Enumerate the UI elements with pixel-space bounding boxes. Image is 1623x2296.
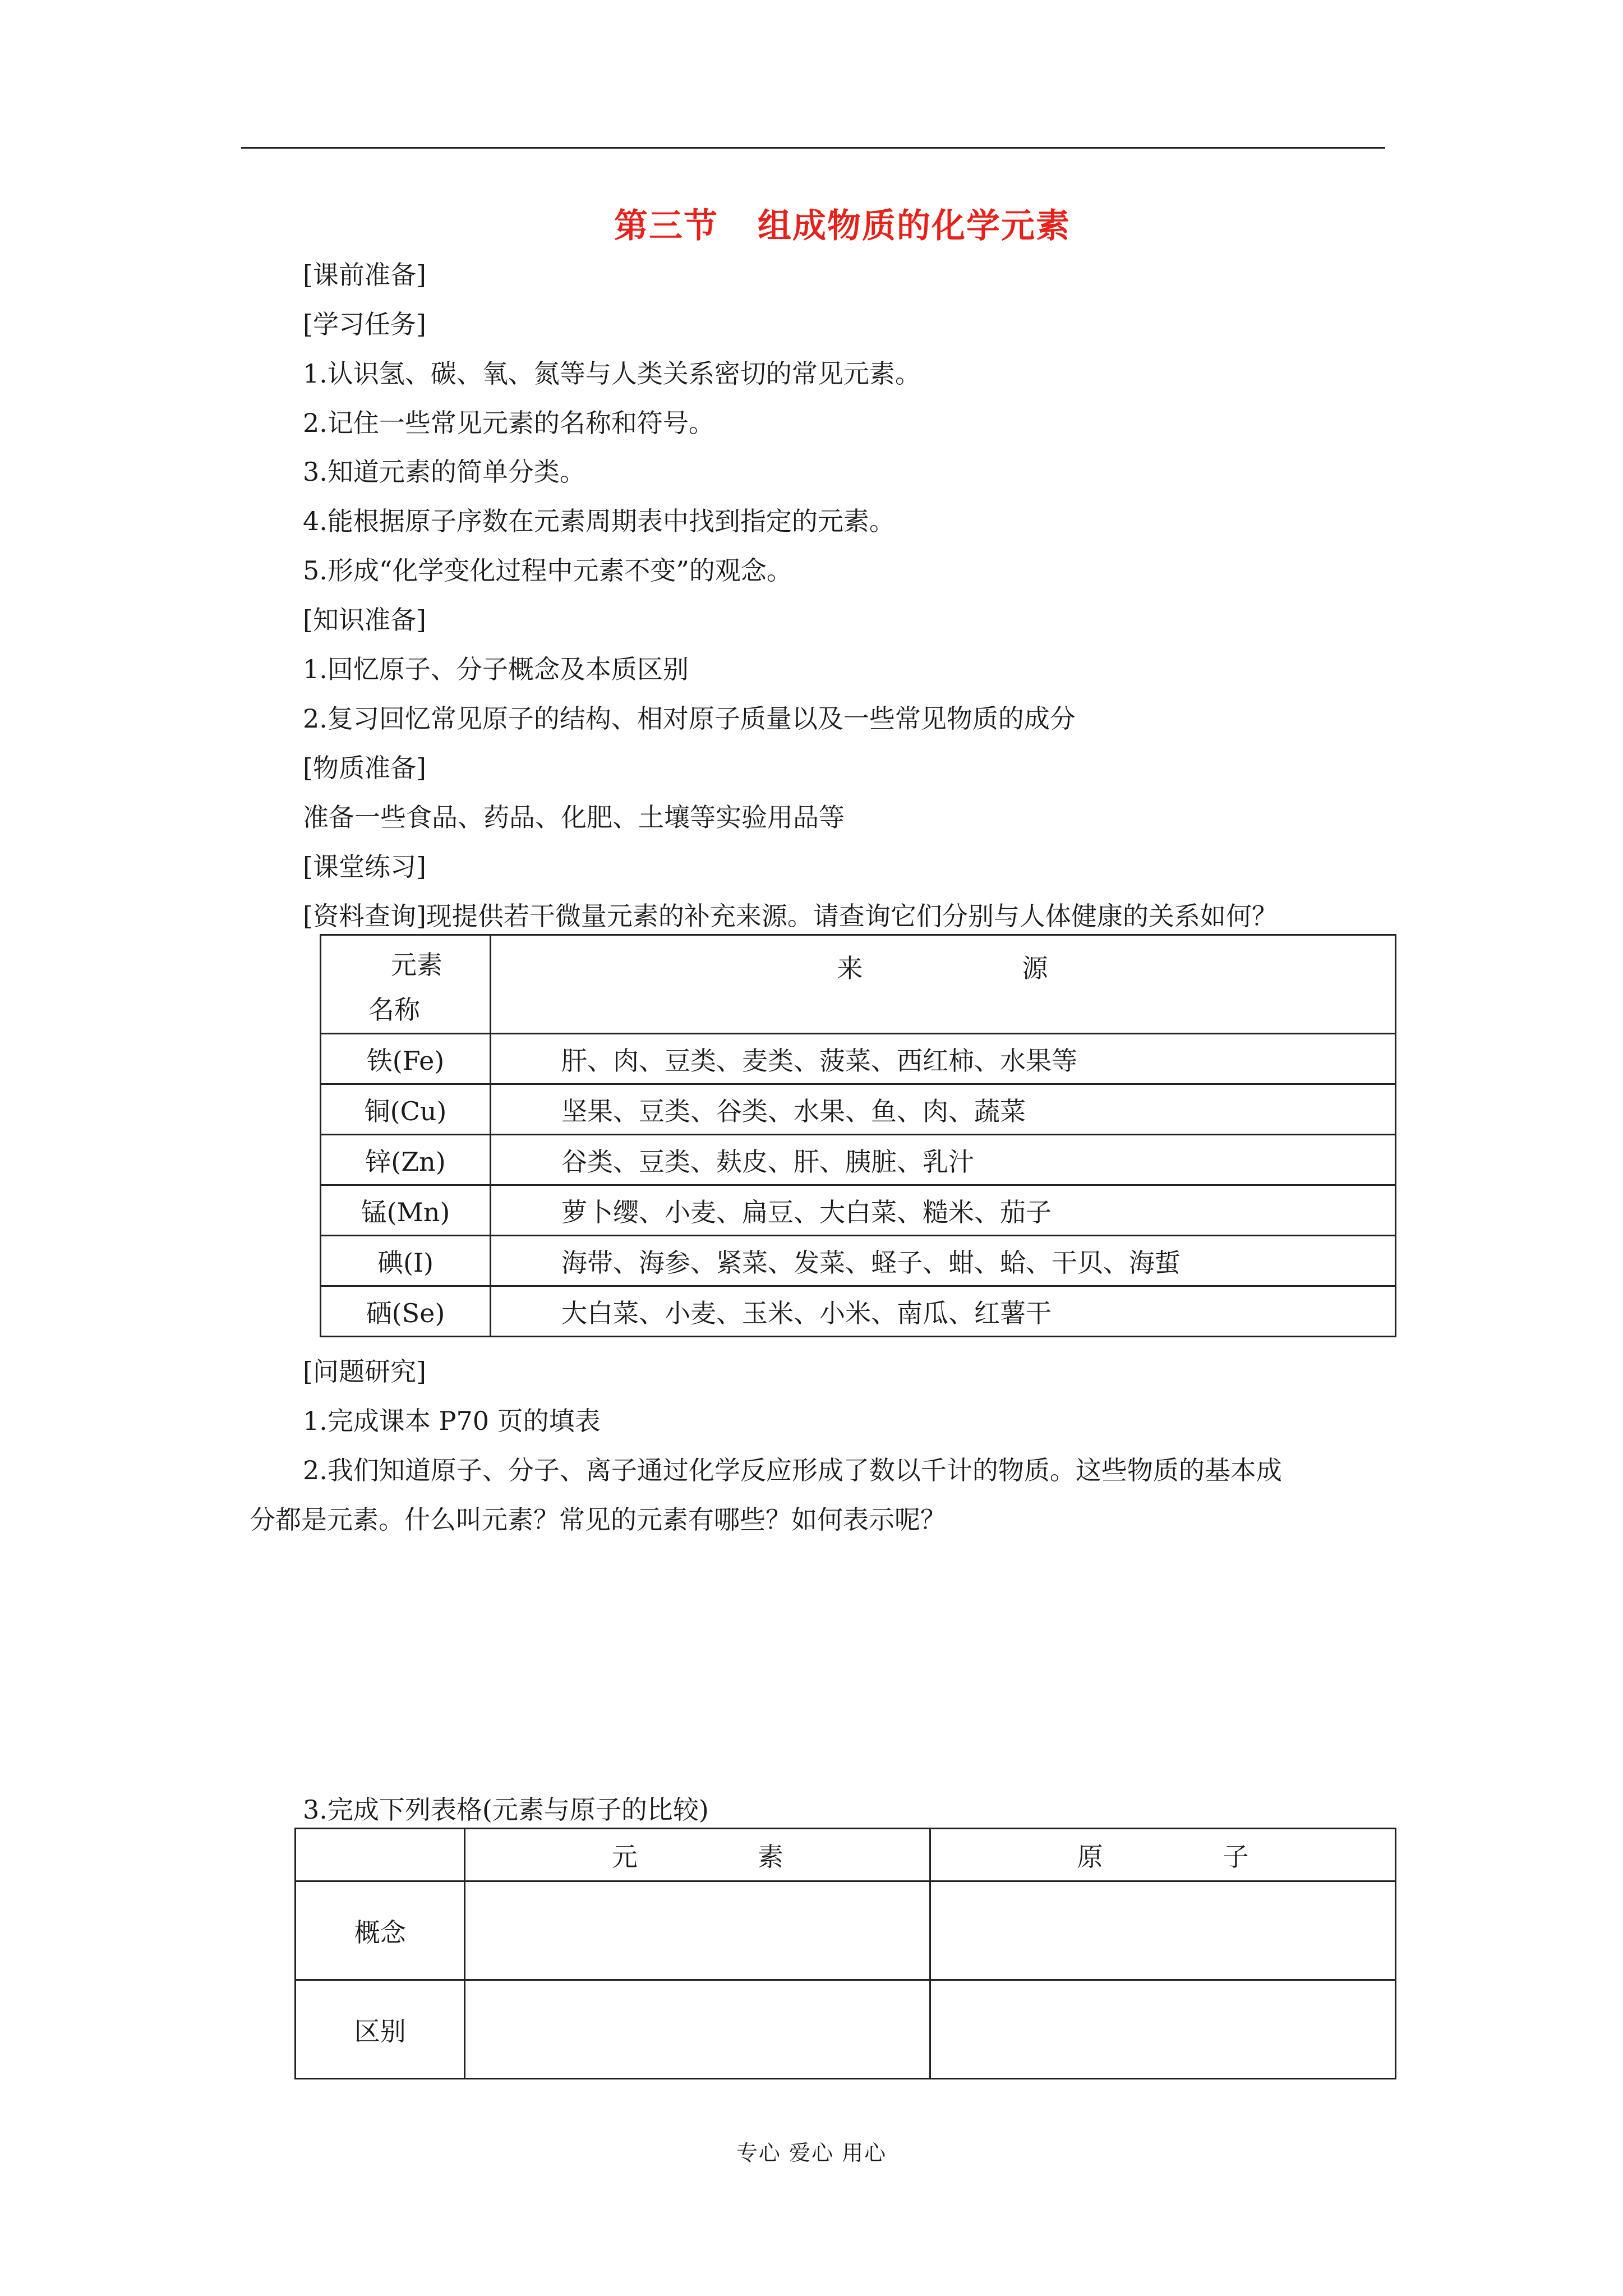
heading-prep: [课前准备] (303, 260, 426, 290)
table-row: 锰(Mn) 萝卜缨、小麦、扁豆、大白菜、糙米、茄子 (321, 1185, 1396, 1236)
header-atom: 原 子 (930, 1829, 1396, 1881)
task-3: 3.知道元素的简单分类。 (303, 457, 585, 487)
header-source: 来 源 (491, 935, 1396, 1034)
table-row: 铁(Fe) 肝、肉、豆类、麦类、菠菜、西红柿、水果等 (321, 1034, 1396, 1084)
task-1: 1.认识氢、碳、氧、氮等与人类关系密切的常见元素。 (303, 358, 921, 389)
heading-materials: [物质准备] (303, 753, 426, 783)
header-element: 元 素 (465, 1829, 930, 1881)
table-header-row (296, 1829, 1396, 1881)
header-element-name: 元素 名称 (321, 935, 491, 1034)
task-4: 4.能根据原子序数在元素周期表中找到指定的元素。 (303, 506, 895, 536)
heading-research: [问题研究] (303, 1356, 426, 1387)
research-prompt: [资料查询]现提供若干微量元素的补充来源。请查询它们分别与人体健康的关系如何？ (303, 901, 1278, 931)
table-header-row (321, 935, 1396, 1034)
answer-cell[interactable] (930, 1881, 1396, 1980)
table-row: 碘(I) 海带、海参、紧菜、发菜、蛏子、蚶、蛤、干贝、海蜇 (321, 1236, 1396, 1286)
question-2-line-2: 分都是元素。什么叫元素？常见的元素有哪些？如何表示呢？ (250, 1504, 946, 1535)
task-2: 2.记住一些常见元素的名称和符号。 (303, 408, 714, 438)
question-2-line-1: 2.我们知道原子、分子、离子通过化学反应形成了数以千计的物质。这些物质的基本成 (303, 1455, 1282, 1485)
trace-element-table (320, 934, 1396, 1337)
table-row (296, 1881, 1396, 1980)
row-label-difference: 区别 (296, 1980, 465, 2079)
header-rule (241, 147, 1385, 149)
page-title (0, 199, 1623, 247)
answer-cell[interactable] (465, 1980, 930, 2079)
knowledge-1: 1.回忆原子、分子概念及本质区别 (303, 654, 689, 684)
title-topic: 组成物质的化学元素 (758, 206, 1071, 246)
table-row: 锌(Zn) 谷类、豆类、麸皮、肝、胰脏、乳汁 (321, 1135, 1396, 1185)
heading-practice: [课堂练习] (303, 852, 426, 882)
table-row: 硒(Se) 大白菜、小麦、玉米、小米、南瓜、红薯干 (321, 1286, 1396, 1337)
answer-cell[interactable] (930, 1980, 1396, 2079)
heading-knowledge: [知识准备] (303, 605, 426, 635)
question-3: 3.完成下列表格(元素与原子的比较) (303, 1795, 709, 1825)
materials-text: 准备一些食品、药品、化肥、土壤等实验用品等 (303, 802, 845, 832)
question-1: 1.完成课本 P70 页的填表 (303, 1406, 601, 1436)
task-5: 5.形成“化学变化过程中元素不变”的观念。 (303, 555, 792, 586)
table-row: 铜(Cu) 坚果、豆类、谷类、水果、鱼、肉、蔬菜 (321, 1084, 1396, 1135)
answer-cell[interactable] (465, 1881, 930, 1980)
page-footer: 专心 爱心 用心 (736, 2141, 887, 2165)
knowledge-2: 2.复习回忆常见原子的结构、相对原子质量以及一些常见物质的成分 (303, 703, 1076, 734)
heading-tasks: [学习任务] (303, 309, 426, 339)
element-atom-comparison-table (294, 1828, 1396, 2079)
table-row (296, 1980, 1396, 2079)
blank-corner-cell (296, 1829, 465, 1881)
row-label-concept: 概念 (296, 1881, 465, 1980)
title-section: 第三节 (614, 206, 718, 246)
